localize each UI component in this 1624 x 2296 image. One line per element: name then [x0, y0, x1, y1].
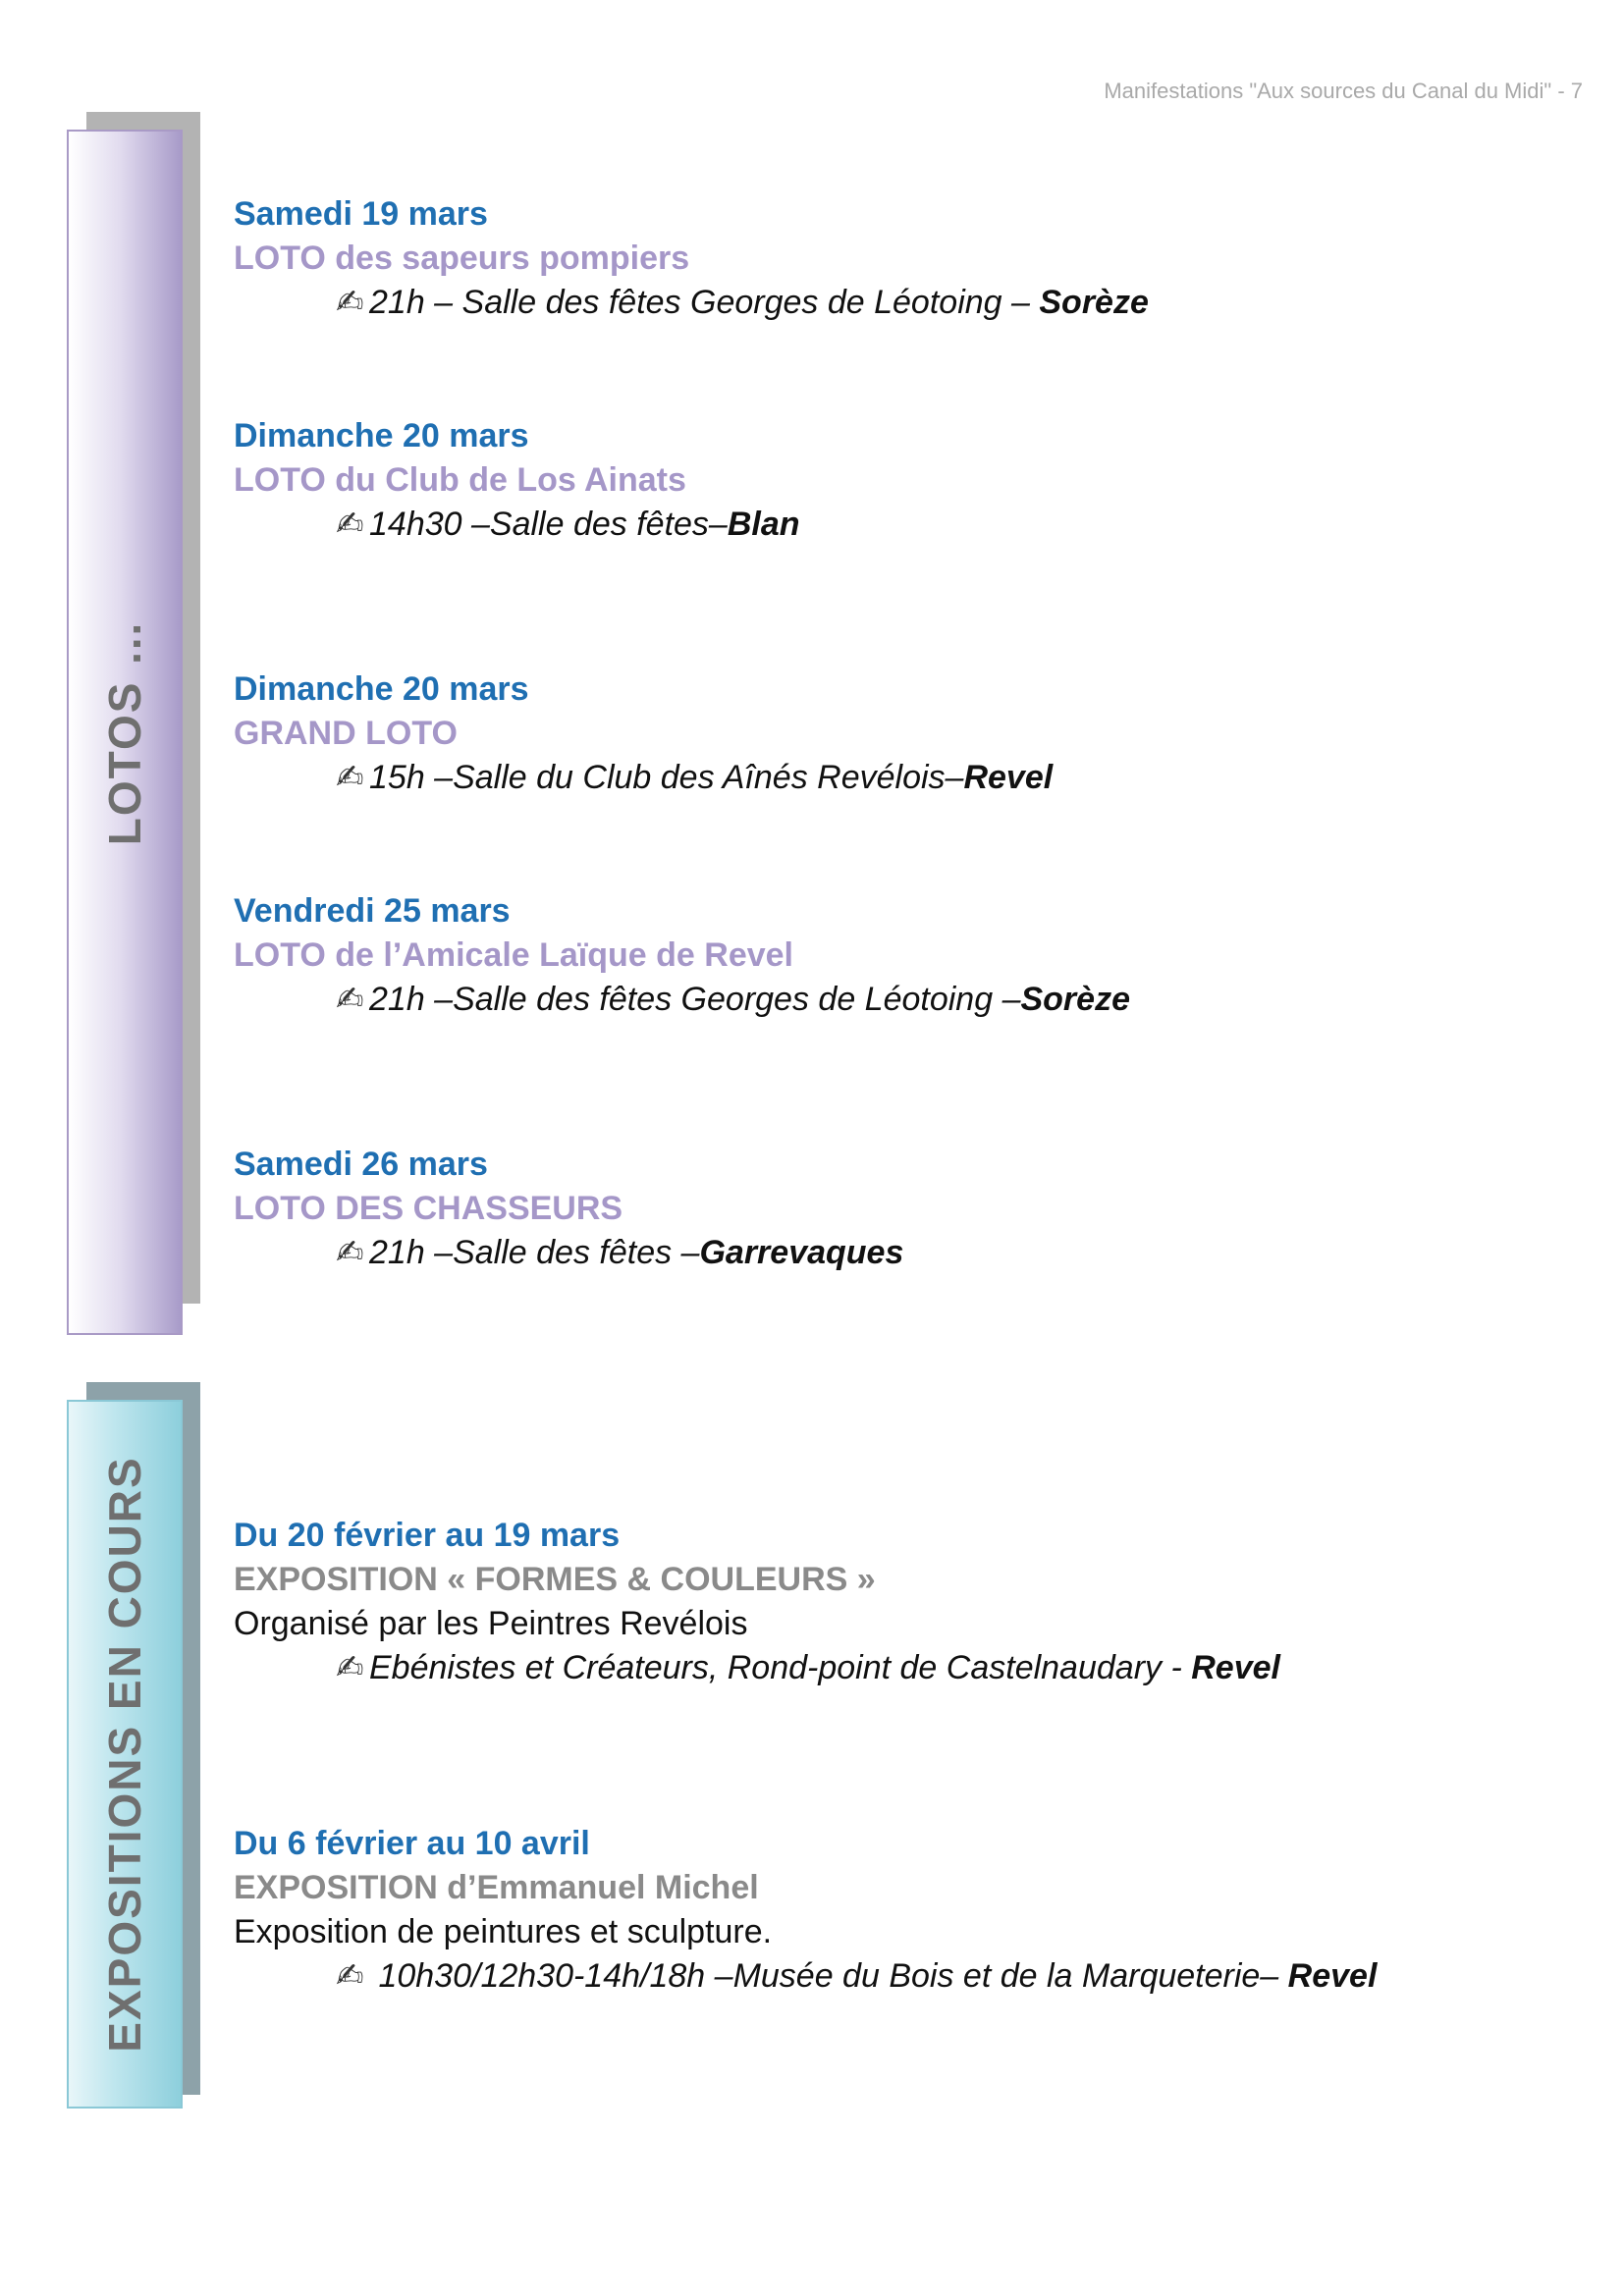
event-town: Blan [727, 506, 800, 543]
section-tab-lotos [67, 112, 200, 1335]
exhibition-title: EXPOSITION d’Emmanuel Michel [234, 1869, 759, 1906]
event-time-venue: 21h – Salle des fêtes Georges de Léotoing – [369, 284, 1040, 321]
exhibition-description: Exposition de peintures et sculpture. [234, 1913, 773, 1950]
event-detail [234, 1231, 1585, 1275]
event-entry [234, 889, 1585, 1022]
writing-hand-icon: ✍ [336, 1234, 364, 1271]
exhibition-dates: Du 20 février au 19 mars [234, 1517, 621, 1554]
event-town: Sorèze [1020, 981, 1130, 1018]
writing-hand-icon: ✍ [336, 1649, 364, 1686]
exhibition-description: Organisé par les Peintres Revélois [234, 1605, 748, 1642]
event-entry [234, 414, 1585, 547]
section-tab-expositions [67, 1382, 200, 2109]
event-town: Garrevaques [699, 1234, 904, 1271]
writing-hand-icon: ✍ [336, 1957, 364, 1995]
event-entry [234, 1143, 1585, 1275]
exhibition-title: EXPOSITION « FORMES & COULEURS » [234, 1561, 876, 1598]
event-date: Dimanche 20 mars [234, 417, 529, 454]
event-detail [234, 503, 1585, 547]
event-town: Revel [963, 759, 1054, 796]
running-header: Manifestations "Aux sources du Canal du Midi" - 7 [1104, 79, 1583, 103]
exhibition-venue: Ebénistes et Créateurs, Rond-point de Castelnaudary - [369, 1649, 1192, 1686]
event-time-venue: 21h –Salle des fêtes – [369, 1234, 700, 1271]
event-title: LOTO des sapeurs pompiers [234, 240, 690, 277]
tab-label-lotos: LOTOS … [99, 618, 150, 846]
exhibition-detail [234, 1954, 1585, 1999]
event-detail [234, 756, 1585, 800]
event-entry [234, 667, 1585, 800]
event-title: GRAND LOTO [234, 715, 458, 752]
exhibition-entry [234, 1822, 1585, 1999]
event-time-venue: 14h30 –Salle des fêtes– [369, 506, 728, 543]
event-detail [234, 978, 1585, 1022]
event-date: Dimanche 20 mars [234, 670, 529, 708]
event-date: Samedi 26 mars [234, 1146, 488, 1183]
writing-hand-icon: ✍ [336, 284, 364, 321]
event-time-venue: 21h –Salle des fêtes Georges de Léotoing – [369, 981, 1021, 1018]
writing-hand-icon: ✍ [336, 981, 364, 1018]
event-title: LOTO DES CHASSEURS [234, 1190, 623, 1227]
writing-hand-icon: ✍ [336, 506, 364, 543]
event-title: LOTO de l’Amicale Laïque de Revel [234, 936, 793, 974]
event-detail [234, 281, 1585, 325]
event-entry [234, 192, 1585, 325]
event-town: Sorèze [1039, 284, 1149, 321]
event-time-venue: 15h –Salle du Club des Aînés Revélois– [369, 759, 964, 796]
tab-label-expositions: EXPOSITIONS EN COURS [99, 1456, 150, 2053]
exhibition-detail [234, 1646, 1585, 1690]
exhibition-entry [234, 1514, 1585, 1690]
exhibition-dates: Du 6 février au 10 avril [234, 1825, 590, 1862]
tab-face [67, 130, 183, 1335]
exhibition-venue: 10h30/12h30-14h/18h –Musée du Bois et de la Marqueterie– [369, 1957, 1288, 1995]
exhibition-town: Revel [1191, 1649, 1280, 1686]
event-date: Samedi 19 mars [234, 195, 488, 233]
tab-face [67, 1400, 183, 2109]
writing-hand-icon: ✍ [336, 759, 364, 796]
exhibition-town: Revel [1287, 1957, 1378, 1995]
event-date: Vendredi 25 mars [234, 892, 511, 930]
event-title: LOTO du Club de Los Ainats [234, 461, 686, 499]
